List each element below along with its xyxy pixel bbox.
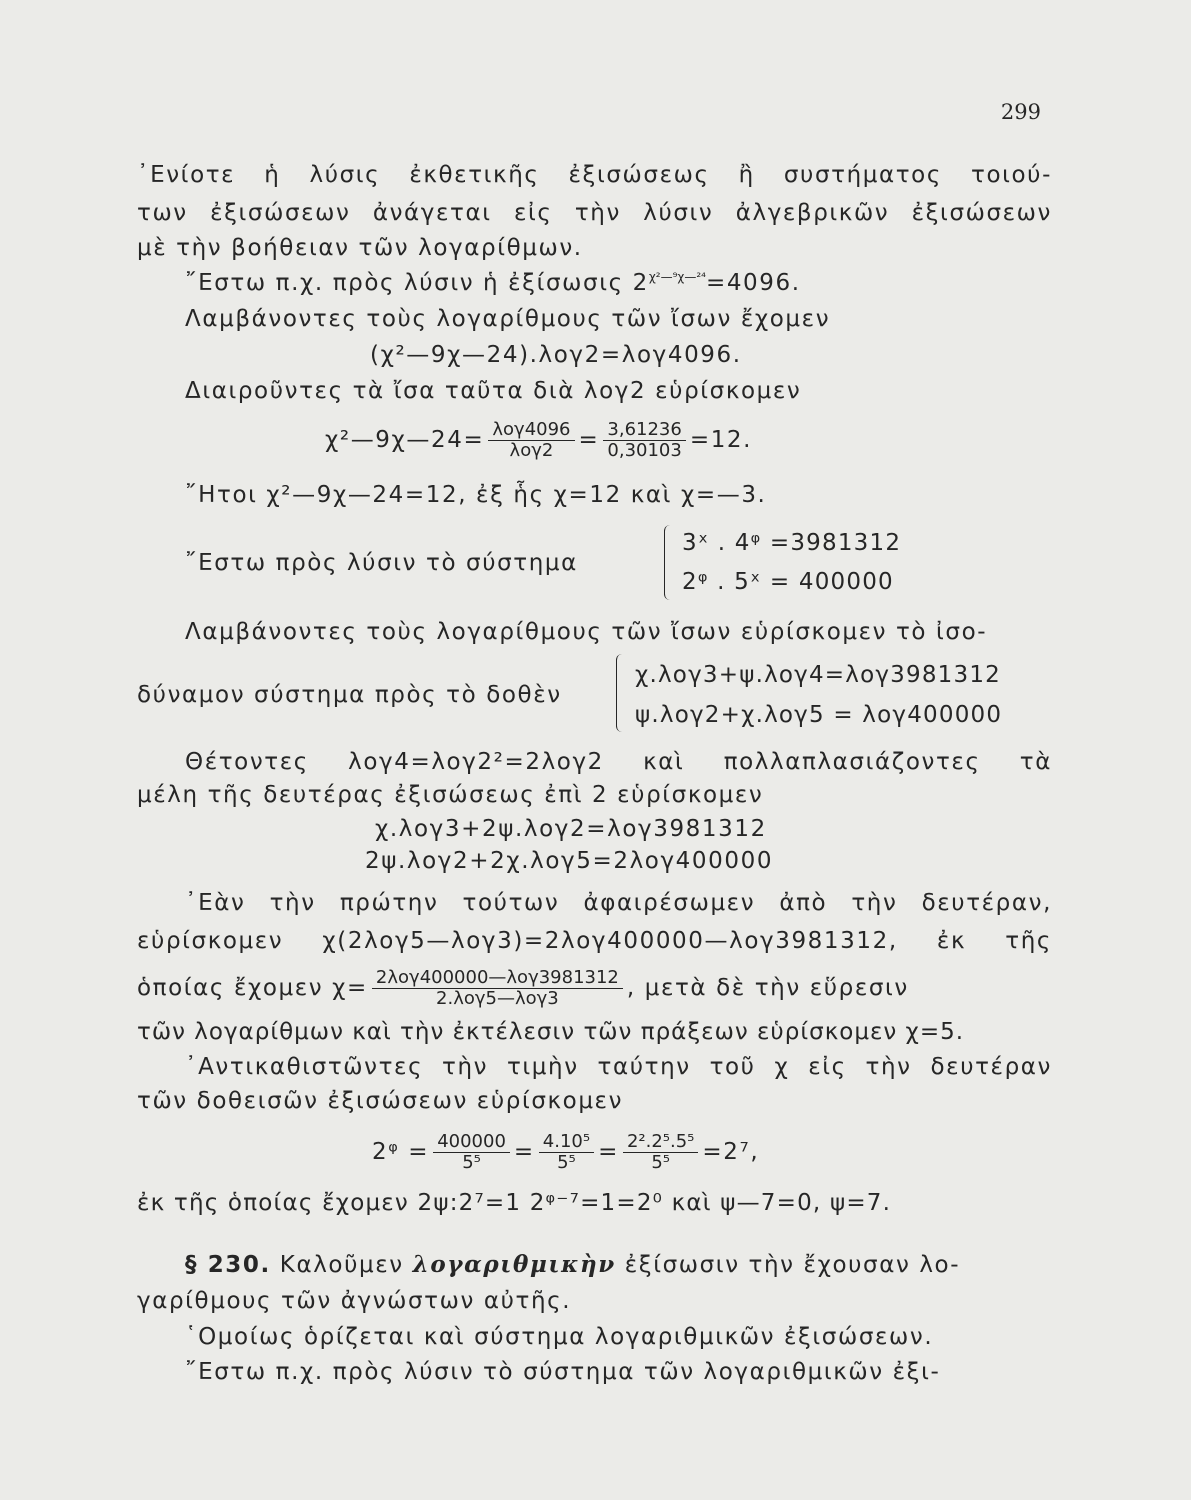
system-label: δύναμον σύστημα πρὸς τὸ δοθὲν [137,682,562,708]
paragraph-line: Θέτοντες λογ4=λογ2²=2λογ2 καὶ πολλαπλασιάζοντες τὰ [185,749,1052,775]
paragraph-line: ᾿Εὰν τὴν πρώτην τούτων ἀφαιρέσωμεν ἀπὸ τὴν δευτέραν, [185,890,1052,916]
example-line [185,268,1191,298]
numerator: 4.10⁵ [539,1132,594,1153]
section-text: ἐξίσωσιν τὴν ἔχουσαν λο- [615,1252,961,1278]
example-value: =4096. [705,270,801,296]
paragraph-line: μὲ τὴν βοήθειαν τῶν λογαρίθμων. [137,235,583,261]
text-line: γαρίθμους τῶν ἀγνώστων αὐτῆς. [137,1288,572,1314]
system-row: ψ.λογ2+χ.λογ5 = λογ400000 [635,702,1003,728]
fraction [623,1132,698,1173]
system-row: 2ᵠ . 5ˣ = 400000 [682,569,894,595]
text-line: ῾Ομοίως ὁρίζεται καὶ σύστημα λογαριθμικῶν ἐξισώσεων. [185,1324,934,1350]
equation: χ.λογ3+2ψ.λογ2=λογ3981312 [375,816,767,842]
paragraph-line: μέλη τῆς δευτέρας ἐξισώσεως ἐπὶ 2 εὑρίσκομεν [137,782,764,808]
numerator: 2λογ400000—λογ3981312 [372,968,623,989]
brace [616,654,627,732]
denominator: 0,30103 [607,440,682,461]
paragraph-line: ᾿Ενίοτε ἡ λύσις ἐκθετικῆς ἐξισώσεως ἢ συστήματος τοιού- [137,162,1052,188]
text-line: τῶν λογαρίθμων καὶ τὴν ἐκτέλεσιν τῶν πράξεων εὑρίσκομεν χ=5. [137,1019,965,1045]
system-row: 3ˣ . 4ᵠ =3981312 [682,530,902,556]
defined-term: λογαριθμικὴν [412,1251,616,1278]
paragraph-line: ᾿Αντικαθιστῶντες τὴν τιμὴν ταύτην τοῦ χ εἰς τὴν δευτέραν [185,1054,1052,1080]
equation-fraction [325,420,1191,461]
text-line: Λαμβάνοντες τοὺς λογαρίθμους τῶν ἴσων ἔχομεν [185,306,831,332]
equation-rhs: , μετὰ δὲ τὴν εὕρεσιν [626,975,909,1001]
equation-lhs: ὁποίας ἔχομεν χ= [137,975,368,1001]
paragraph-line: των ἐξισώσεων ἀνάγεται εἰς τὴν λύσιν ἀλγεβρικῶν ἐξισώσεων [137,200,1052,226]
numerator: 2².2⁵.5⁵ [623,1132,698,1153]
text-line: ἐκ τῆς ὁποίας ἔχομεν 2ψ:2⁷=1 2ᵠ⁻⁷=1=2⁰ καὶ ψ—7=0, ψ=7. [137,1190,892,1216]
fraction [433,1132,510,1173]
denominator: 2.λογ5—λογ3 [436,988,559,1009]
text-line: Διαιροῦντες τὰ ἴσα ταῦτα διὰ λογ2 εὑρίσκομεν [185,378,802,404]
fraction [539,1132,594,1173]
equation-lhs: 2ᵠ = [372,1139,430,1165]
paragraph-line: εὑρίσκομεν χ(2λογ5—λογ3)=2λογ400000—λογ3981312, ἐκ τῆς [137,928,1052,954]
fraction [603,420,685,461]
section-number: § 230. [185,1252,271,1278]
brace [664,525,675,600]
page-number: 299 [1000,100,1041,124]
equation-fraction [137,968,1191,1009]
numerator: 3,61236 [603,420,685,441]
numerator: 400000 [433,1132,510,1153]
system-label: ῎Εστω πρὸς λύσιν τὸ σύστημα [185,550,578,576]
equation-fraction: 2ᵠ = $\frac{400000}{\text{5⁵}}$ = $\frac{\text{4.10⁵}}{\text{5⁵}}$ = $\frac{\text{2².2⁵.5⁵}}{\text{5⁵}}$ =2⁷, [372,1131,760,1173]
section-text: Καλοῦμεν [270,1252,413,1278]
example-text: ῎Εστω π.χ. πρὸς λύσιν ἡ ἐξίσωσις 2 [185,270,649,296]
section-heading-line [185,1250,1191,1280]
denominator: 5⁵ [462,1152,481,1173]
equals: = [578,427,600,453]
denominator: 5⁵ [651,1152,671,1173]
text-line: ῎Ητοι χ²—9χ—24=12, ἐξ ἧς χ=12 καὶ χ=—3. [185,482,767,508]
text-line: ῎Εστω π.χ. πρὸς λύσιν τὸ σύστημα τῶν λογαριθμικῶν ἐξι- [185,1359,941,1385]
equation-rhs: =2⁷, [702,1139,760,1165]
equation: 2ψ.λογ2+2χ.λογ5=2λογ400000 [365,848,774,874]
equation: (χ²—9χ—24).λογ2=λογ4096. [370,342,742,368]
paragraph-line: τῶν δοθεισῶν ἐξισώσεων εὑρίσκομεν [137,1088,624,1114]
equation-lhs: χ²—9χ—24= [325,427,485,453]
denominator: 5⁵ [557,1152,576,1173]
fraction [488,420,574,461]
fraction [372,968,623,1009]
text-line: Λαμβάνοντες τοὺς λογαρίθμους τῶν ἴσων εὑρίσκομεν τὸ ἰσο- [185,619,988,645]
denominator: λογ2 [509,440,554,461]
equation-rhs: =12. [689,427,753,453]
system-row: χ.λογ3+ψ.λογ4=λογ3981312 [635,662,1002,688]
numerator: λογ4096 [488,420,574,441]
exponent: χ²—⁹χ—²⁴ [648,270,706,284]
